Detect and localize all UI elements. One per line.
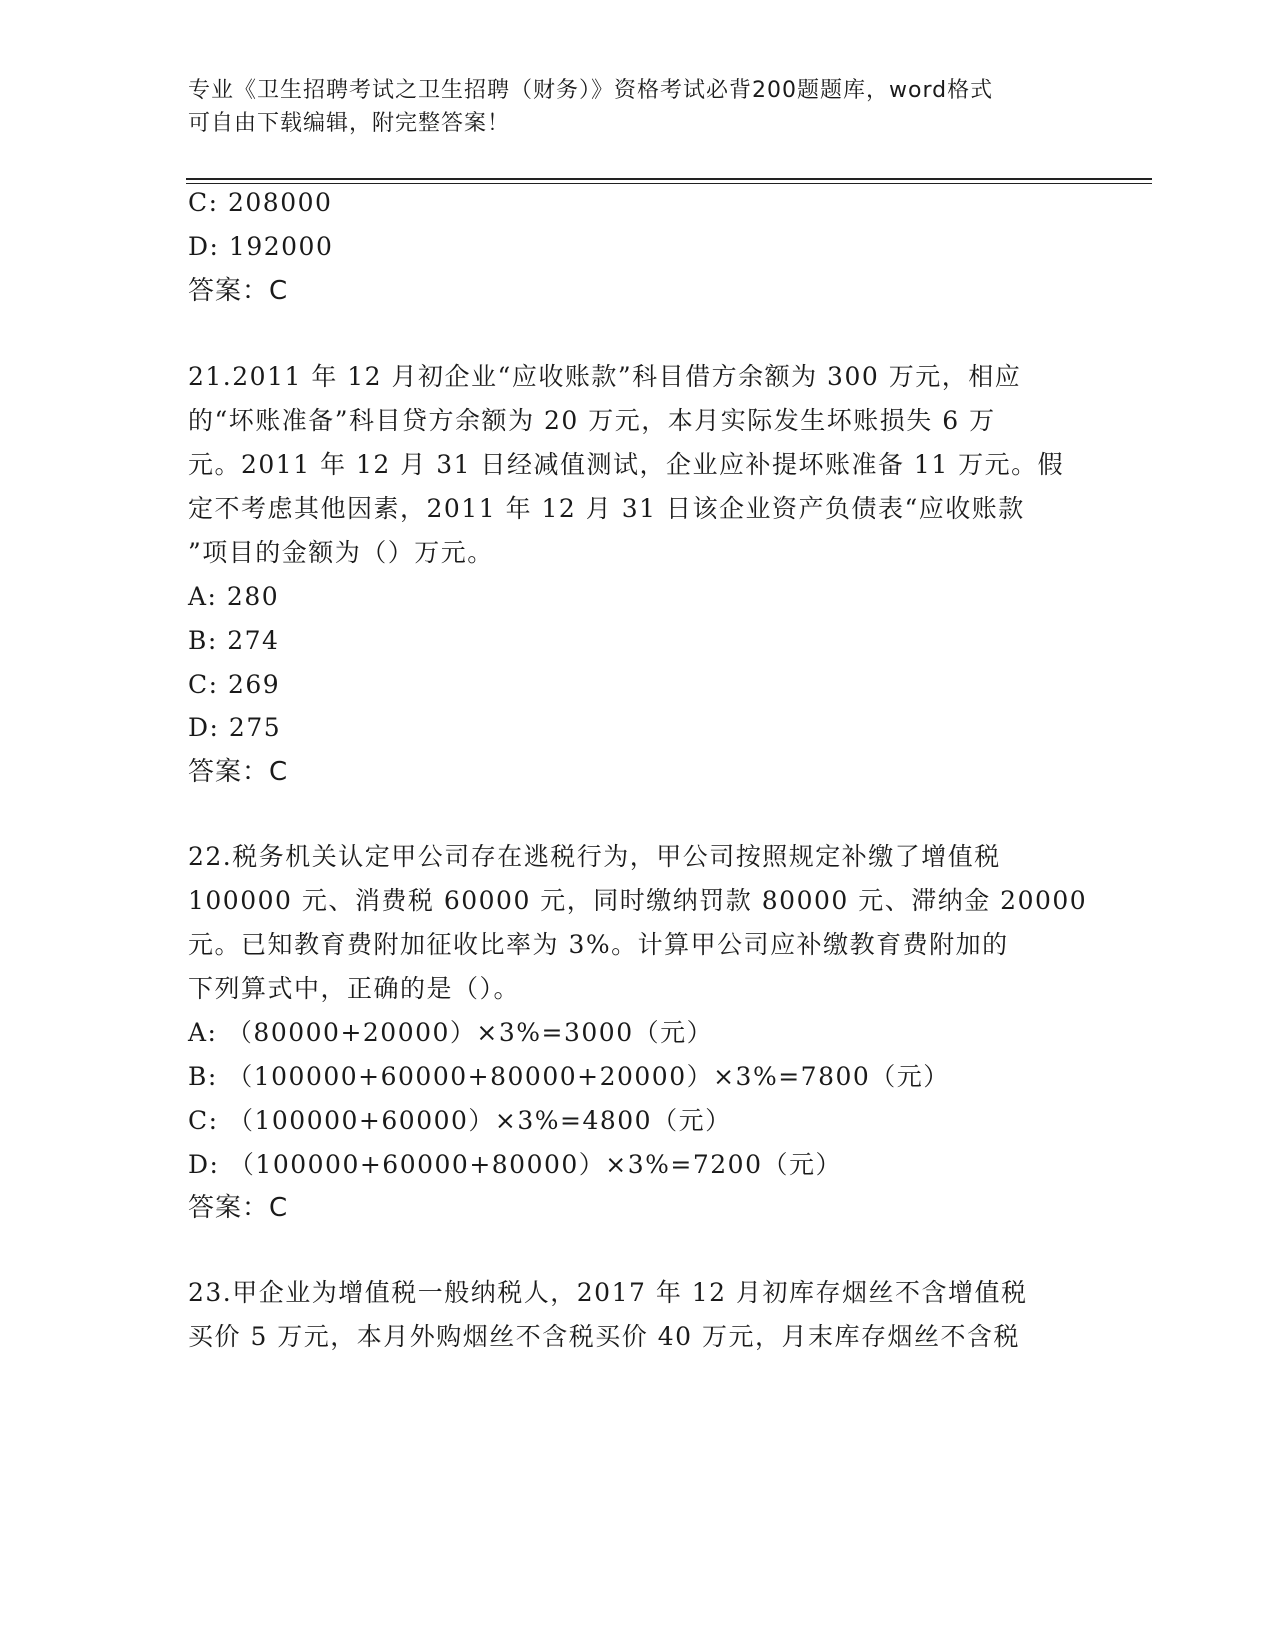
q23-stem-line: 买价 5 万元，本月外购烟丝不含税买价 40 万元，月末库存烟丝不含税 bbox=[188, 1322, 1021, 1351]
q22-option-c: C: （100000+60000）×3%=4800（元） bbox=[188, 1106, 732, 1135]
q21-option-a: A: 280 bbox=[188, 582, 280, 611]
q22-option-a: A: （80000+20000）×3%=3000（元） bbox=[188, 1018, 714, 1047]
header-divider-thick bbox=[186, 178, 1152, 180]
q20-option-d: D: 192000 bbox=[188, 232, 334, 261]
q22-answer: 答案：C bbox=[188, 1193, 289, 1223]
q21-stem-line: ”项目的金额为（）万元。 bbox=[188, 538, 494, 567]
q20-option-c: C: 208000 bbox=[188, 188, 333, 217]
q20-answer: 答案：C bbox=[188, 276, 289, 306]
q21-option-b: B: 274 bbox=[188, 626, 280, 655]
header-title-line-1: 专业《卫生招聘考试之卫生招聘（财务）》资格考试必背200题题库，word格式 bbox=[188, 78, 994, 103]
header-divider-thin bbox=[186, 183, 1152, 184]
q21-answer: 答案：C bbox=[188, 757, 289, 787]
q22-stem-line: 22.税务机关认定甲公司存在逃税行为，甲公司按照规定补缴了增值税 bbox=[188, 842, 1001, 871]
document-header bbox=[188, 74, 1088, 140]
q21-stem-line: 的“坏账准备”科目贷方余额为 20 万元，本月实际发生坏账损失 6 万 bbox=[188, 406, 996, 435]
q21-stem-line: 定不考虑其他因素，2011 年 12 月 31 日该企业资产负债表“应收账款 bbox=[188, 494, 1025, 523]
q21-option-d: D: 275 bbox=[188, 713, 282, 742]
q21-stem-line: 元。2011 年 12 月 31 日经减值测试，企业应补提坏账准备 11 万元。假 bbox=[188, 450, 1065, 479]
q22-stem-line: 元。已知教育费附加征收比率为 3%。计算甲公司应补缴教育费附加的 bbox=[188, 930, 1009, 959]
q22-stem-line: 100000 元、消费税 60000 元，同时缴纳罚款 80000 元、滞纳金 20000 bbox=[188, 886, 1088, 915]
q22-stem-line: 下列算式中，正确的是（）。 bbox=[188, 974, 521, 1003]
header-title-line-2: 可自由下载编辑，附完整答案！ bbox=[188, 111, 511, 136]
q21-option-c: C: 269 bbox=[188, 670, 281, 699]
q21-stem-line: 21.2011 年 12 月初企业“应收账款”科目借方余额为 300 万元，相应 bbox=[188, 362, 1022, 391]
q22-option-d: D: （100000+60000+80000）×3%=7200（元） bbox=[188, 1150, 842, 1179]
q23-stem-line: 23.甲企业为增值税一般纳税人，2017 年 12 月初库存烟丝不含增值税 bbox=[188, 1278, 1028, 1307]
q22-option-b: B: （100000+60000+80000+20000）×3%=7800（元） bbox=[188, 1062, 950, 1091]
